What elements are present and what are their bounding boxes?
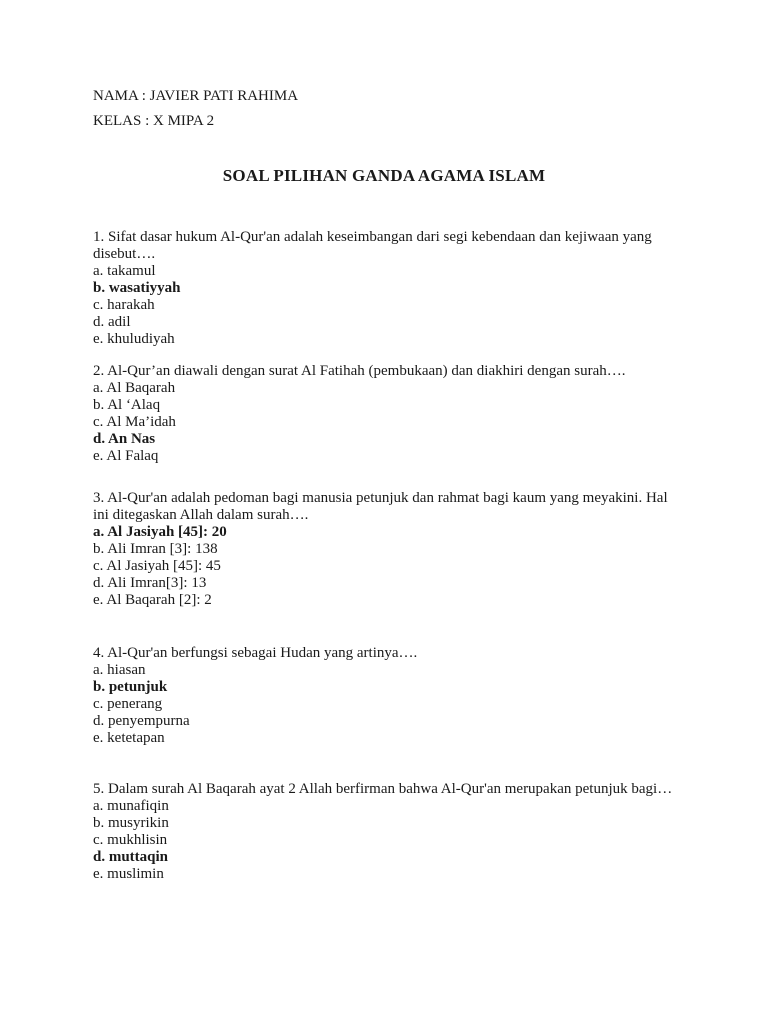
option-c: [93, 297, 683, 314]
option-d-answer: [93, 431, 683, 448]
option-text: penyempurna: [108, 713, 190, 729]
option-b-answer: [93, 280, 683, 297]
option-text: Al Falaq: [106, 448, 159, 464]
option-text: penerang: [107, 696, 163, 712]
question-text: 1. Sifat dasar hukum Al-Qur'an adalah keseimbangan dari segi kebendaan dan kejiwaan yang disebut….: [93, 229, 652, 262]
option-c: [93, 832, 683, 849]
question-1: [93, 229, 683, 348]
option-letter: b.: [93, 815, 105, 831]
option-e: [93, 331, 683, 348]
option-letter: b.: [93, 397, 105, 413]
option-b: [93, 397, 683, 414]
question-text: 2. Al-Qur’an diawali dengan surat Al Fatihah (pembukaan) dan diakhiri dengan surah….: [93, 363, 626, 379]
option-c: [93, 414, 683, 431]
option-d: [93, 713, 683, 730]
option-a-answer: [93, 524, 683, 541]
option-letter: e.: [93, 448, 104, 464]
option-letter: c.: [93, 832, 104, 848]
option-list: [93, 380, 683, 465]
option-text: Al Baqarah [2]: 2: [106, 592, 212, 608]
option-b: [93, 815, 683, 832]
option-d: [93, 314, 683, 331]
option-letter: a.: [93, 263, 104, 279]
option-text: Ali Imran[3]: 13: [107, 575, 207, 591]
option-letter: b.: [93, 679, 106, 695]
option-letter: a.: [93, 524, 105, 540]
option-list: [93, 662, 683, 747]
question-text: 4. Al-Qur'an berfungsi sebagai Hudan yang artinya….: [93, 645, 418, 661]
option-text: hiasan: [107, 662, 146, 678]
option-a: [93, 798, 683, 815]
question-text: 3. Al-Qur'an adalah pedoman bagi manusia petunjuk dan rahmat bagi kaum yang meyakini. Hal ini ditegaskan Allah dalam surah….: [93, 490, 668, 523]
option-text: munafiqin: [107, 798, 169, 814]
option-d: [93, 575, 683, 592]
option-a: [93, 263, 683, 280]
option-letter: b.: [93, 280, 106, 296]
option-text: Al Jasiyah [45]: 20: [107, 524, 227, 540]
option-letter: a.: [93, 380, 104, 396]
option-text: Al Jasiyah [45]: 45: [106, 558, 221, 574]
option-letter: c.: [93, 558, 104, 574]
option-letter: e.: [93, 331, 104, 347]
option-text: harakah: [107, 297, 155, 313]
option-a: [93, 380, 683, 397]
option-text: Al Ma’idah: [106, 414, 176, 430]
option-letter: c.: [93, 414, 104, 430]
option-c: [93, 696, 683, 713]
option-letter: e.: [93, 592, 104, 608]
option-text: takamul: [107, 263, 156, 279]
student-name: NAMA : JAVIER PATI RAHIMA: [93, 88, 299, 104]
option-b: [93, 541, 683, 558]
option-text: muttaqin: [108, 849, 169, 865]
option-text: adil: [108, 314, 131, 330]
option-text: ketetapan: [107, 730, 165, 746]
option-text: Al Baqarah: [106, 380, 176, 396]
option-text: musyrikin: [108, 815, 169, 831]
option-letter: d.: [93, 713, 105, 729]
option-e: [93, 448, 683, 465]
option-text: muslimin: [107, 866, 164, 882]
student-class: KELAS : X MIPA 2: [93, 113, 215, 129]
option-list: [93, 263, 683, 348]
option-e: [93, 592, 683, 609]
option-e: [93, 866, 683, 883]
option-letter: a.: [93, 662, 104, 678]
option-letter: d.: [93, 849, 106, 865]
option-text: wasatiyyah: [108, 280, 181, 296]
option-d-answer: [93, 849, 683, 866]
question-2: [93, 363, 683, 465]
option-a: [93, 662, 683, 679]
option-letter: d.: [93, 314, 105, 330]
option-letter: e.: [93, 866, 104, 882]
option-list: [93, 524, 683, 609]
question-3: [93, 490, 683, 609]
option-text: khuludiyah: [107, 331, 175, 347]
option-text: An Nas: [108, 431, 156, 447]
option-letter: c.: [93, 696, 104, 712]
question-4: [93, 645, 683, 747]
option-e: [93, 730, 683, 747]
option-letter: e.: [93, 730, 104, 746]
question-5: [93, 781, 683, 883]
option-list: [93, 798, 683, 883]
option-letter: b.: [93, 541, 105, 557]
question-text: 5. Dalam surah Al Baqarah ayat 2 Allah berfirman bahwa Al-Qur'an merupakan petunjuk bagi…: [93, 781, 673, 797]
page-title: SOAL PILIHAN GANDA AGAMA ISLAM: [222, 166, 546, 185]
option-c: [93, 558, 683, 575]
option-b-answer: [93, 679, 683, 696]
option-letter: a.: [93, 798, 104, 814]
option-letter: d.: [93, 575, 105, 591]
option-letter: d.: [93, 431, 106, 447]
option-text: petunjuk: [108, 679, 168, 695]
option-letter: c.: [93, 297, 104, 313]
option-text: mukhlisin: [107, 832, 168, 848]
option-text: Al ‘Alaq: [107, 397, 161, 413]
option-text: Ali Imran [3]: 138: [107, 541, 218, 557]
